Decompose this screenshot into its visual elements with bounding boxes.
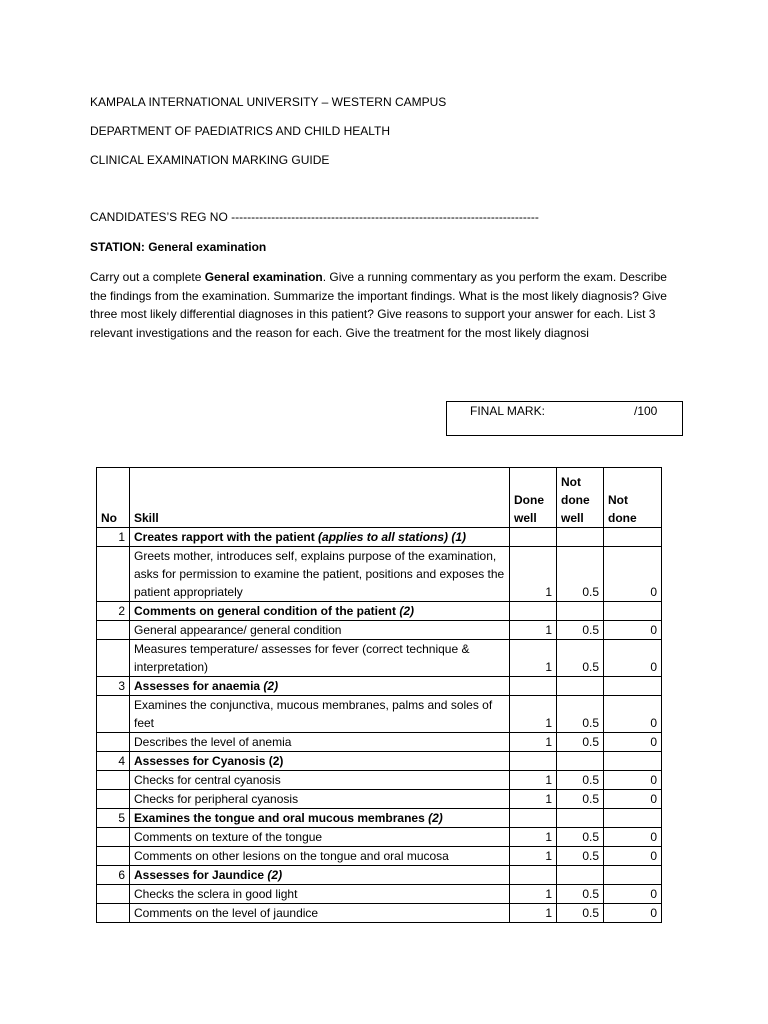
section-row	[97, 602, 662, 621]
section-marks: (2)	[267, 868, 283, 882]
row-number	[97, 547, 130, 602]
header-done-well: Done well	[510, 468, 557, 528]
row-number	[97, 733, 130, 752]
guide-title: CLINICAL EXAMINATION MARKING GUIDE	[90, 153, 330, 167]
skill-cell	[130, 602, 510, 621]
row-number: 1	[97, 528, 130, 547]
instructions-paragraph	[90, 268, 680, 342]
skill-cell: Greets mother, introduces self, explains purpose of the examination, asks for permission to examine the patient, positions and exposes the patient appropriately	[130, 547, 510, 602]
done-well-score: 1	[510, 547, 557, 602]
not-done-score	[604, 528, 662, 547]
skill-cell: Checks for peripheral cyanosis	[130, 790, 510, 809]
done-well-score	[510, 866, 557, 885]
done-well-score: 1	[510, 696, 557, 733]
university-name: KAMPALA INTERNATIONAL UNIVERSITY – WESTERN CAMPUS	[90, 95, 447, 109]
section-marks: (applies to all stations) (1)	[318, 530, 467, 544]
table-row	[97, 904, 662, 923]
table-row	[97, 640, 662, 677]
table-row	[97, 885, 662, 904]
not-done-score	[604, 602, 662, 621]
header-not-done: Not done	[604, 468, 662, 528]
not-done-well-score: 0.5	[557, 640, 604, 677]
not-done-score: 0	[604, 621, 662, 640]
not-done-well-score: 0.5	[557, 621, 604, 640]
row-number	[97, 621, 130, 640]
marking-table	[96, 467, 662, 923]
skill-cell: Checks for central cyanosis	[130, 771, 510, 790]
not-done-well-score	[557, 752, 604, 771]
row-number: 4	[97, 752, 130, 771]
section-row	[97, 809, 662, 828]
row-number	[97, 696, 130, 733]
table-header-row	[97, 468, 662, 528]
section-marks: (2)	[428, 811, 443, 825]
skill-cell	[130, 528, 510, 547]
skill-cell	[130, 677, 510, 696]
section-marks: (2)	[399, 604, 415, 618]
section-marks: (2)	[263, 679, 279, 693]
done-well-score	[510, 528, 557, 547]
section-title: Comments on general condition of the patient	[134, 604, 400, 618]
not-done-score: 0	[604, 771, 662, 790]
table-row	[97, 847, 662, 866]
candidate-reg-no: CANDIDATES’S REG NO -----------------------------------------------------------------------------	[90, 210, 539, 224]
not-done-score	[604, 866, 662, 885]
section-row	[97, 528, 662, 547]
section-row	[97, 866, 662, 885]
not-done-score: 0	[604, 847, 662, 866]
done-well-score: 1	[510, 885, 557, 904]
section-title: Assesses for Cyanosis (2)	[134, 754, 284, 768]
row-number: 6	[97, 866, 130, 885]
row-number	[97, 771, 130, 790]
not-done-well-score: 0.5	[557, 828, 604, 847]
table-row	[97, 828, 662, 847]
not-done-well-score	[557, 809, 604, 828]
row-number	[97, 885, 130, 904]
section-title: Creates rapport with the patient	[134, 530, 319, 544]
skill-cell: Describes the level of anemia	[130, 733, 510, 752]
not-done-well-score: 0.5	[557, 696, 604, 733]
final-mark-label: FINAL MARK:	[470, 404, 545, 418]
not-done-well-score: 0.5	[557, 733, 604, 752]
done-well-score: 1	[510, 771, 557, 790]
not-done-well-score: 0.5	[557, 547, 604, 602]
not-done-well-score: 0.5	[557, 847, 604, 866]
station-title: STATION: General examination	[90, 240, 267, 254]
skill-cell	[130, 866, 510, 885]
skill-cell: Examines the conjunctiva, mucous membranes, palms and soles of feet	[130, 696, 510, 733]
done-well-score	[510, 752, 557, 771]
not-done-score: 0	[604, 547, 662, 602]
final-mark-box	[446, 401, 683, 436]
skill-cell: Comments on the level of jaundice	[130, 904, 510, 923]
not-done-score: 0	[604, 828, 662, 847]
row-number: 3	[97, 677, 130, 696]
skill-cell: Comments on other lesions on the tongue and oral mucosa	[130, 847, 510, 866]
not-done-well-score: 0.5	[557, 771, 604, 790]
table-row	[97, 696, 662, 733]
skill-cell: General appearance/ general condition	[130, 621, 510, 640]
not-done-score: 0	[604, 885, 662, 904]
header-no: No	[97, 468, 130, 528]
row-number	[97, 904, 130, 923]
skill-cell	[130, 752, 510, 771]
table-row	[97, 621, 662, 640]
done-well-score: 1	[510, 790, 557, 809]
not-done-score: 0	[604, 640, 662, 677]
not-done-well-score	[557, 866, 604, 885]
done-well-score	[510, 602, 557, 621]
section-title: Assesses for anaemia	[134, 679, 264, 693]
not-done-well-score: 0.5	[557, 904, 604, 923]
not-done-score: 0	[604, 790, 662, 809]
row-number: 5	[97, 809, 130, 828]
done-well-score: 1	[510, 621, 557, 640]
not-done-well-score: 0.5	[557, 790, 604, 809]
row-number	[97, 640, 130, 677]
row-number	[97, 847, 130, 866]
header-not-done-well: Not done well	[557, 468, 604, 528]
row-number: 2	[97, 602, 130, 621]
row-number	[97, 790, 130, 809]
instructions-text-start: Carry out a complete	[90, 270, 205, 284]
table-row	[97, 771, 662, 790]
not-done-score	[604, 809, 662, 828]
table-row	[97, 547, 662, 602]
skill-cell: Comments on texture of the tongue	[130, 828, 510, 847]
not-done-well-score	[557, 602, 604, 621]
done-well-score: 1	[510, 847, 557, 866]
final-mark-value: /100	[634, 404, 658, 418]
section-row	[97, 752, 662, 771]
not-done-well-score	[557, 677, 604, 696]
done-well-score: 1	[510, 640, 557, 677]
row-number	[97, 828, 130, 847]
section-title: Assesses for Jaundice	[134, 868, 268, 882]
done-well-score: 1	[510, 733, 557, 752]
header-skill: Skill	[130, 468, 510, 528]
done-well-score: 1	[510, 828, 557, 847]
not-done-score	[604, 752, 662, 771]
skill-cell: Measures temperature/ assesses for fever (correct technique & interpretation)	[130, 640, 510, 677]
section-title: Examines the tongue and oral mucous membranes	[134, 811, 429, 825]
table-body	[97, 528, 662, 923]
not-done-well-score: 0.5	[557, 885, 604, 904]
instructions-text-bold: General examination	[204, 270, 323, 284]
done-well-score	[510, 677, 557, 696]
not-done-score: 0	[604, 904, 662, 923]
table-row	[97, 790, 662, 809]
department-name: DEPARTMENT OF PAEDIATRICS AND CHILD HEALTH	[90, 124, 391, 138]
not-done-score: 0	[604, 696, 662, 733]
not-done-score: 0	[604, 733, 662, 752]
section-row	[97, 677, 662, 696]
instructions-text-rest: . Give a running commentary as you perform the exam. Describe the findings from the examination. Summarize the important findings. What is the most likely diagnosis? Give three most likely differential diagnoses in this patient? Give reasons to support your answer for each. List 3 relevant investigations and the reason for each. Give the treatment for the most likely diagnosi	[90, 270, 667, 340]
done-well-score: 1	[510, 904, 557, 923]
done-well-score	[510, 809, 557, 828]
skill-cell	[130, 809, 510, 828]
table-row	[97, 733, 662, 752]
not-done-score	[604, 677, 662, 696]
skill-cell: Checks the sclera in good light	[130, 885, 510, 904]
not-done-well-score	[557, 528, 604, 547]
